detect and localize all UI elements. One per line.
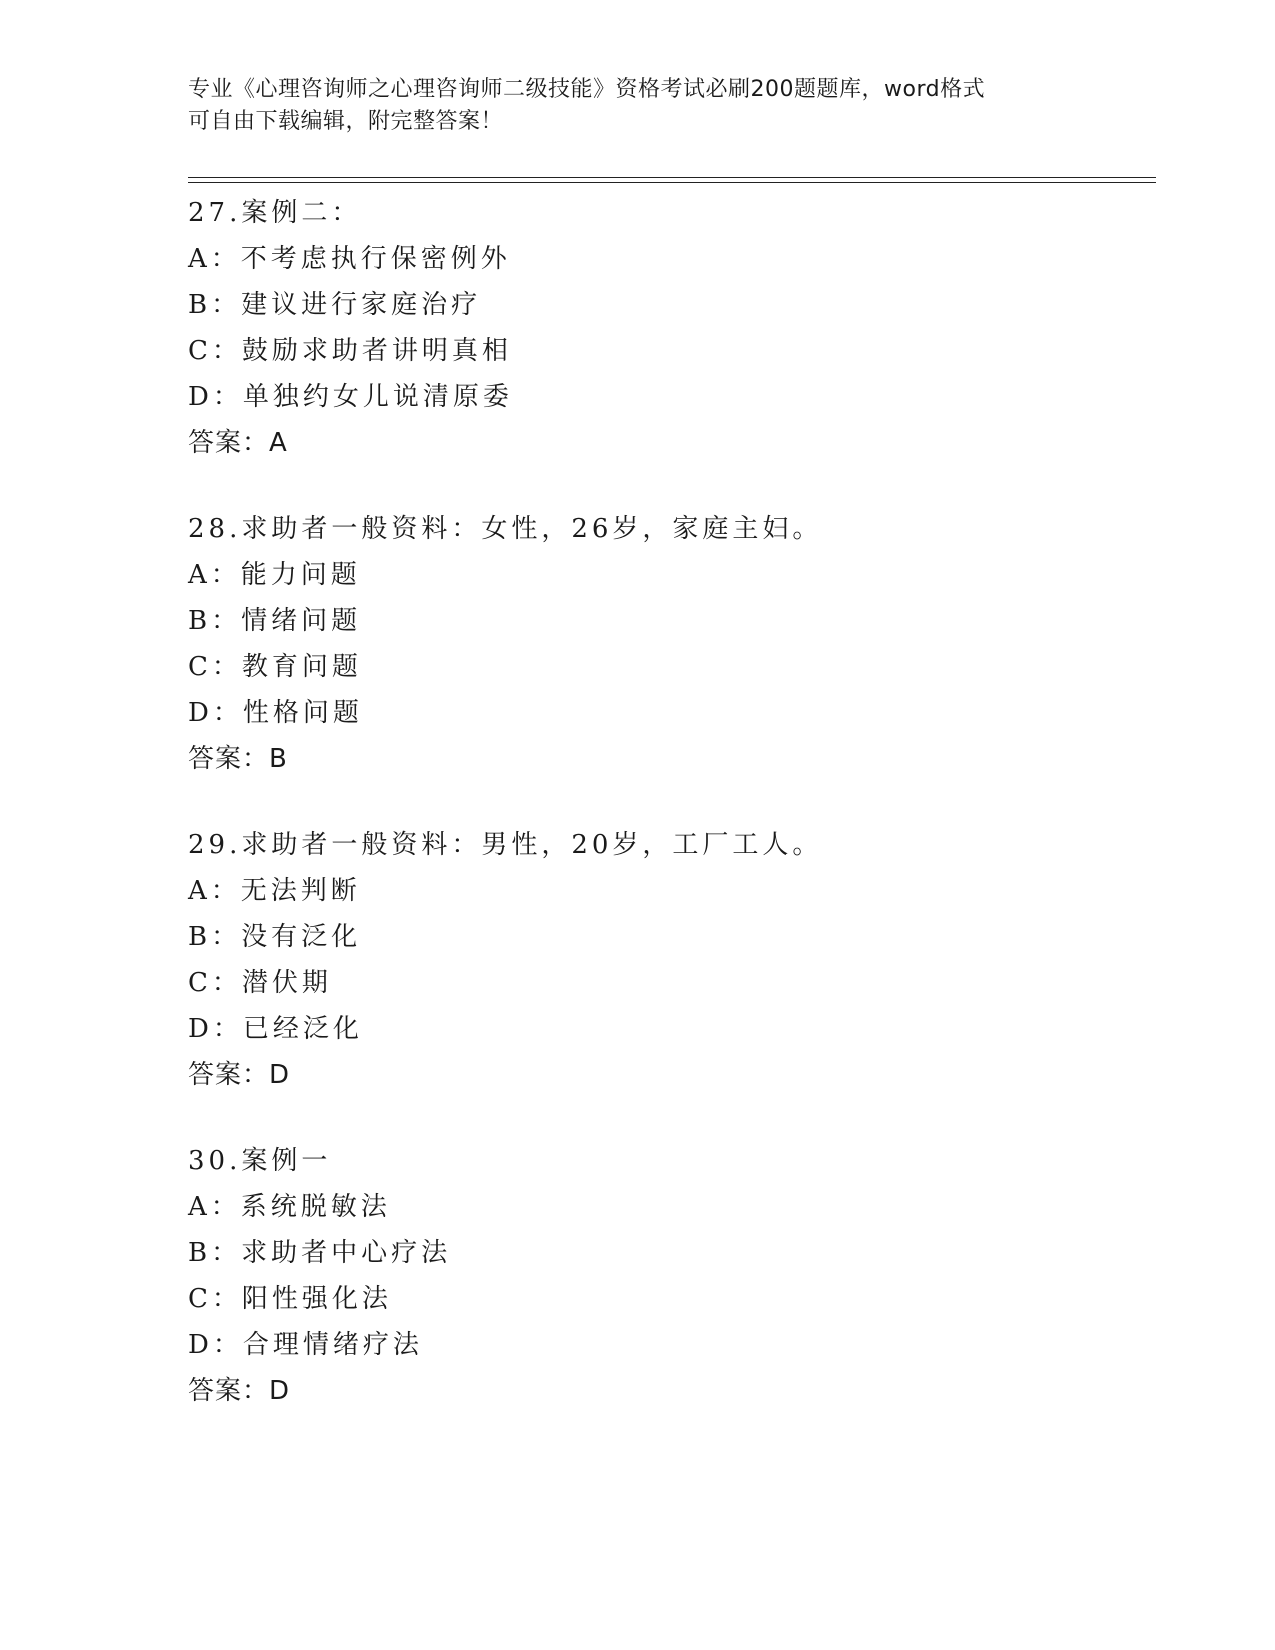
- option-text: 鼓励求助者讲明真相: [241, 336, 512, 366]
- header-line-2: 可自由下载编辑，附完整答案！: [188, 109, 504, 134]
- question-27: [188, 190, 1148, 466]
- option-text: 建议进行家庭治疗: [241, 290, 482, 320]
- document-header: [188, 74, 1088, 138]
- option-text: 性格问题: [242, 698, 363, 728]
- option-key: A：: [188, 1192, 241, 1222]
- option-text: 单独约女儿说清原委: [242, 382, 513, 412]
- option-d: [188, 1322, 1148, 1368]
- option-key: B：: [188, 922, 242, 952]
- option-text: 情绪问题: [241, 606, 362, 636]
- option-b: [188, 598, 1148, 644]
- option-key: C：: [188, 336, 242, 366]
- question-stem: 29.求助者一般资料：男性，20岁，工厂工人。: [188, 830, 823, 860]
- option-key: D：: [188, 1330, 243, 1360]
- option-b: [188, 282, 1148, 328]
- question-30: [188, 1138, 1148, 1414]
- option-key: B：: [188, 290, 242, 320]
- option-d: [188, 1006, 1148, 1052]
- question-stem: 30.案例一: [188, 1146, 332, 1176]
- option-text: 求助者中心疗法: [241, 1238, 452, 1268]
- option-c: [188, 1276, 1148, 1322]
- option-d: [188, 690, 1148, 736]
- option-key: A：: [188, 876, 241, 906]
- answer-line: 答案：B: [188, 744, 288, 774]
- option-a: [188, 1184, 1148, 1230]
- option-a: [188, 868, 1148, 914]
- option-text: 阳性强化法: [241, 1284, 392, 1314]
- answer-line: 答案：A: [188, 428, 288, 458]
- question-stem: 28.求助者一般资料：女性，26岁，家庭主妇。: [188, 514, 823, 544]
- option-key: D：: [188, 698, 243, 728]
- option-text: 无法判断: [240, 876, 361, 906]
- option-b: [188, 1230, 1148, 1276]
- option-key: D：: [188, 382, 243, 412]
- option-a: [188, 236, 1148, 282]
- option-c: [188, 328, 1148, 374]
- option-key: A：: [188, 560, 241, 590]
- header-divider-bottom: [188, 182, 1156, 183]
- option-b: [188, 914, 1148, 960]
- answer-line: 答案：D: [188, 1060, 291, 1090]
- option-key: C：: [188, 652, 242, 682]
- header-line-1: 专业《心理咨询师之心理咨询师二级技能》资格考试必刷200题题库，word格式: [188, 77, 986, 102]
- option-text: 合理情绪疗法: [242, 1330, 423, 1360]
- option-key: B：: [188, 1238, 242, 1268]
- header-divider-top: [188, 177, 1156, 178]
- option-key: A：: [188, 244, 241, 274]
- option-text: 教育问题: [241, 652, 362, 682]
- option-key: D：: [188, 1014, 243, 1044]
- option-text: 能力问题: [240, 560, 361, 590]
- option-text: 潜伏期: [241, 968, 332, 998]
- question-stem: 27.案例二：: [188, 198, 362, 228]
- question-list: [188, 190, 1148, 1454]
- option-a: [188, 552, 1148, 598]
- option-text: 系统脱敏法: [240, 1192, 391, 1222]
- answer-line: 答案：D: [188, 1376, 291, 1406]
- option-key: B：: [188, 606, 242, 636]
- option-key: C：: [188, 968, 242, 998]
- option-c: [188, 644, 1148, 690]
- option-text: 不考虑执行保密例外: [240, 244, 511, 274]
- option-key: C：: [188, 1284, 242, 1314]
- option-text: 已经泛化: [242, 1014, 363, 1044]
- question-29: [188, 822, 1148, 1098]
- option-text: 没有泛化: [241, 922, 362, 952]
- question-28: [188, 506, 1148, 782]
- option-c: [188, 960, 1148, 1006]
- option-d: [188, 374, 1148, 420]
